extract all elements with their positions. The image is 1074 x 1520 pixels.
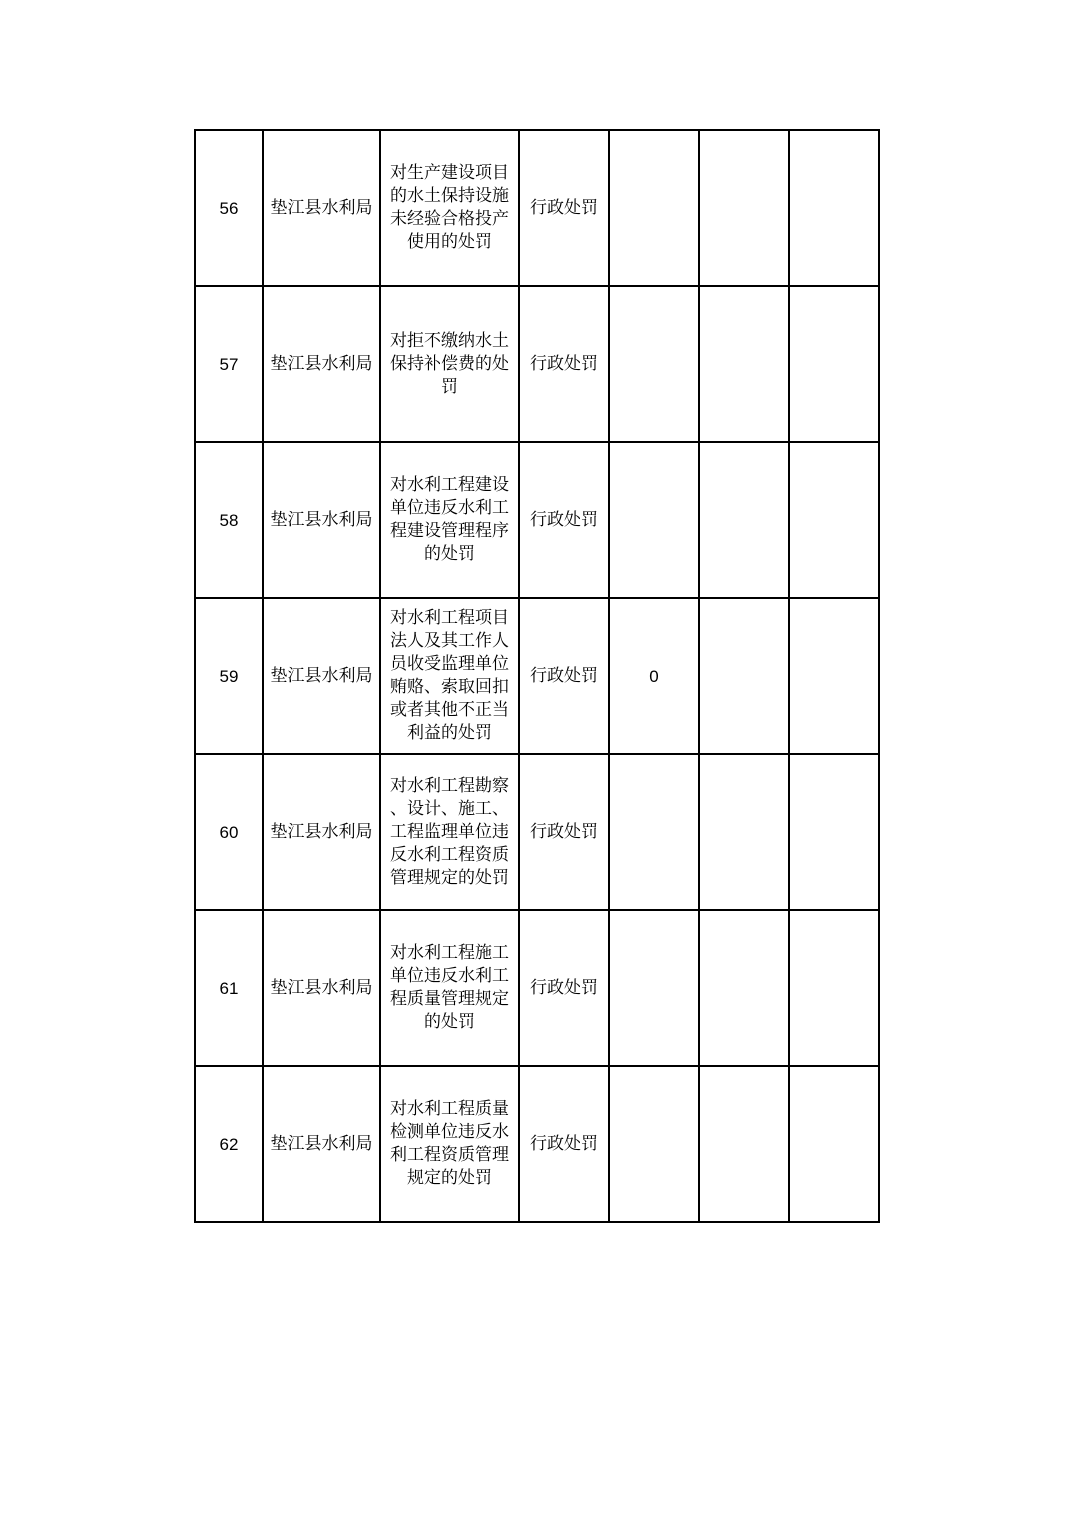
item-name-line: 检测单位违反水	[390, 1122, 509, 1142]
row-number: 61	[195, 910, 263, 1066]
table-row	[195, 442, 879, 598]
empty-cell	[789, 754, 879, 910]
item-name-line: 对水利工程建设	[390, 475, 509, 495]
empty-cell	[699, 754, 789, 910]
category-cell: 行政处罚	[519, 910, 609, 1066]
item-name-line: 程建设管理程序	[390, 521, 509, 541]
table-row	[195, 754, 879, 910]
empty-cell	[699, 130, 789, 286]
empty-cell	[699, 1066, 789, 1222]
item-name-line: 、设计、施工、	[390, 798, 509, 819]
empty-cell	[789, 286, 879, 442]
empty-cell	[789, 130, 879, 286]
item-name-line: 的水土保持设施	[390, 186, 509, 206]
category-cell: 行政处罚	[519, 130, 609, 286]
empty-cell	[699, 910, 789, 1066]
category-cell: 行政处罚	[519, 598, 609, 754]
row-number: 62	[195, 1066, 263, 1222]
value-cell: 0	[609, 598, 699, 754]
empty-cell	[789, 442, 879, 598]
item-name-cell	[380, 598, 519, 754]
value-cell	[609, 754, 699, 910]
value-cell	[609, 910, 699, 1066]
department-cell: 垫江县水利局	[263, 598, 380, 754]
item-name-line: 单位违反水利工	[390, 966, 509, 986]
value-cell	[609, 130, 699, 286]
department-cell: 垫江县水利局	[263, 1066, 380, 1222]
item-name-line: 工程监理单位违	[390, 821, 509, 842]
item-name-cell	[380, 130, 519, 286]
item-name-line: 对水利工程质量	[390, 1099, 509, 1119]
item-name-line: 对生产建设项目	[390, 163, 509, 183]
item-name-cell	[380, 910, 519, 1066]
item-name-line: 对水利工程项目	[390, 608, 509, 628]
item-name-cell	[380, 286, 519, 442]
item-name-line: 贿赂、索取回扣	[390, 677, 509, 697]
value-cell	[609, 286, 699, 442]
item-name-line: 规定的处罚	[407, 1168, 492, 1188]
item-name-line: 管理规定的处罚	[390, 867, 509, 888]
empty-cell	[699, 286, 789, 442]
item-name-line: 对水利工程施工	[390, 943, 509, 963]
table-row	[195, 910, 879, 1066]
item-name-line: 的处罚	[424, 1012, 475, 1032]
category-cell: 行政处罚	[519, 442, 609, 598]
department-cell: 垫江县水利局	[263, 754, 380, 910]
item-name-line: 单位违反水利工	[390, 498, 509, 518]
item-name-line: 法人及其工作人	[390, 631, 509, 651]
empty-cell	[789, 598, 879, 754]
item-name-line: 或者其他不正当	[390, 700, 509, 720]
row-number: 60	[195, 754, 263, 910]
value-cell	[609, 442, 699, 598]
item-name-line: 的处罚	[424, 544, 475, 564]
item-name-line: 未经验合格投产	[390, 209, 509, 229]
item-name-cell	[380, 442, 519, 598]
table-row	[195, 1066, 879, 1222]
empty-cell	[699, 442, 789, 598]
department-cell: 垫江县水利局	[263, 130, 380, 286]
category-cell: 行政处罚	[519, 286, 609, 442]
department-cell: 垫江县水利局	[263, 286, 380, 442]
item-name-line: 反水利工程资质	[390, 844, 509, 865]
item-name-line: 使用的处罚	[407, 232, 492, 252]
item-name-cell	[380, 1066, 519, 1222]
item-name-line: 对拒不缴纳水土	[390, 330, 509, 351]
empty-cell	[789, 1066, 879, 1222]
table-row	[195, 598, 879, 754]
department-cell: 垫江县水利局	[263, 910, 380, 1066]
category-cell: 行政处罚	[519, 1066, 609, 1222]
table-row	[195, 130, 879, 286]
empty-cell	[789, 910, 879, 1066]
power-list-table	[194, 129, 880, 1223]
table-row	[195, 286, 879, 442]
department-cell: 垫江县水利局	[263, 442, 380, 598]
item-name-line: 利益的处罚	[407, 723, 492, 743]
item-name-line: 员收受监理单位	[390, 654, 509, 674]
item-name-cell	[380, 754, 519, 910]
row-number: 56	[195, 130, 263, 286]
row-number: 57	[195, 286, 263, 442]
item-name-line: 罚	[441, 376, 458, 397]
category-cell: 行政处罚	[519, 754, 609, 910]
empty-cell	[699, 598, 789, 754]
item-name-line: 利工程资质管理	[390, 1145, 509, 1165]
item-name-line: 对水利工程勘察	[390, 775, 509, 796]
item-name-line: 保持补偿费的处	[390, 353, 509, 374]
value-cell	[609, 1066, 699, 1222]
item-name-line: 程质量管理规定	[390, 989, 509, 1009]
row-number: 59	[195, 598, 263, 754]
row-number: 58	[195, 442, 263, 598]
